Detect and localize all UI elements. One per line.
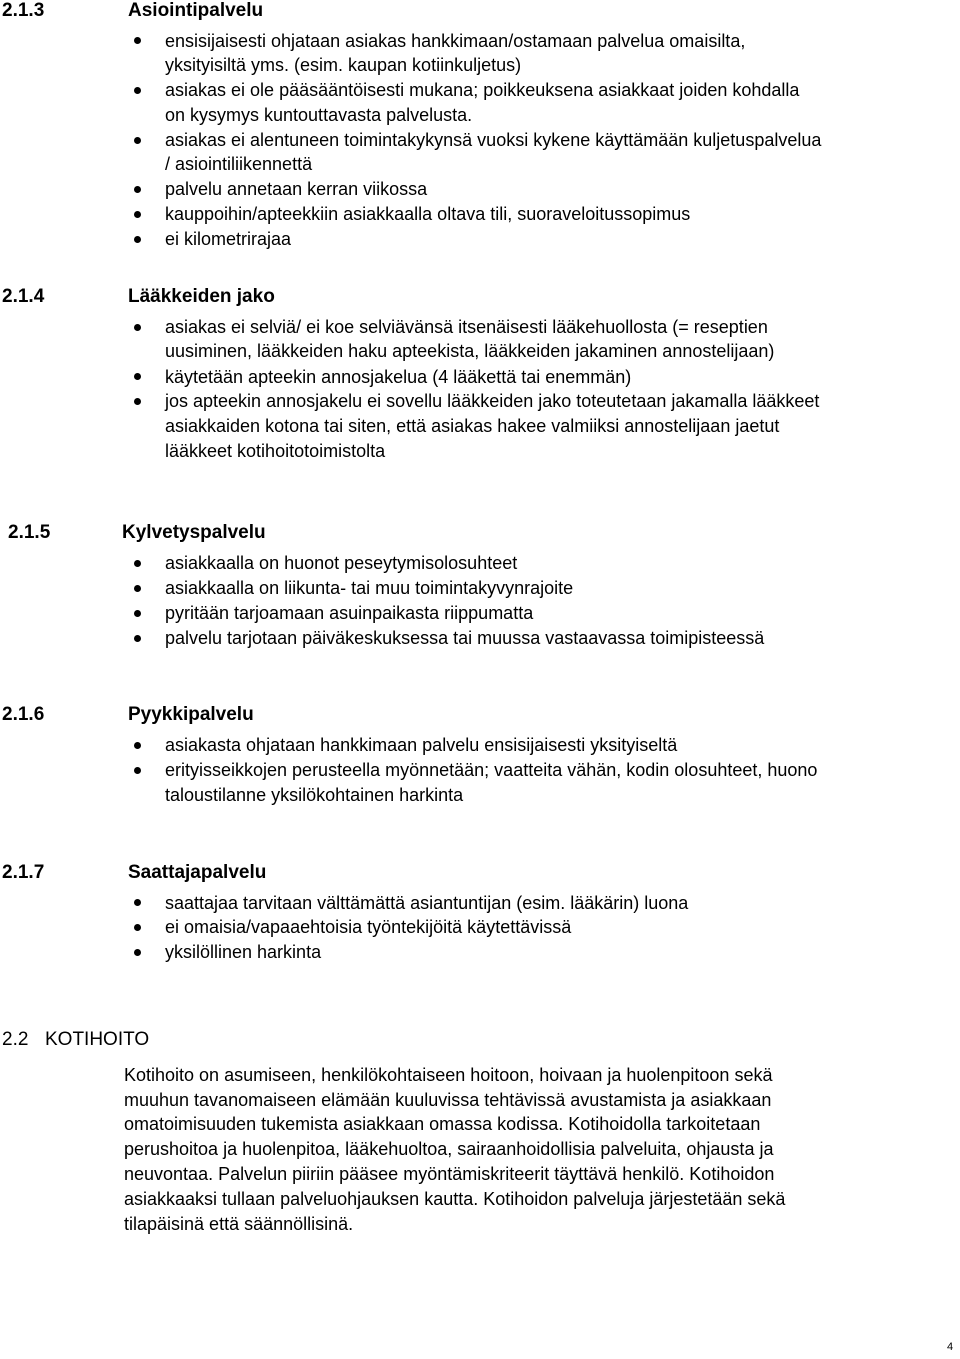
paragraph-line: tilapäisinä että säännöllisinä.: [124, 1214, 354, 1234]
section-number: 2.1.6: [2, 704, 45, 725]
bullet-icon: [134, 236, 141, 243]
list-item-line: asiakkaiden kotona tai siten, että asiakas hakee valmiiksi annostelijaan jaetut: [165, 416, 780, 436]
section-title: Pyykkipalvelu: [128, 704, 254, 725]
list-item-line: käytetään apteekin annosjakelua (4 lääkettä tai enemmän): [165, 367, 632, 387]
bullet-icon: [134, 37, 141, 44]
bullet-icon: [134, 949, 141, 956]
bullet-icon: [134, 211, 141, 218]
list-item-line: taloustilanne yksilökohtainen harkinta: [165, 785, 464, 805]
section-number: 2.1.5: [8, 522, 51, 543]
list-item-line: asiakas ei ole pääsääntöisesti mukana; poikkeuksena asiakkaat joiden kohdalla: [165, 80, 800, 100]
list-item-line: on kysymys kuntouttavasta palvelusta.: [165, 105, 473, 125]
list-item-line: uusiminen, lääkkeiden haku apteekista, lääkkeiden jakaminen annostelijaan): [165, 341, 775, 361]
bullet-icon: [134, 186, 141, 193]
section-title: Saattajapalvelu: [128, 862, 267, 883]
paragraph-line: neuvontaa. Palvelun piiriin pääsee myöntämiskriteerit täyttävä henkilö. Kotihoidon: [124, 1164, 775, 1184]
paragraph-line: asiakkaaksi tullaan palveluohjauksen kautta. Kotihoidon palveluja järjestetään sekä: [124, 1189, 786, 1209]
list-item-line: asiakkaalla on huonot peseytymisolosuhteet: [165, 553, 518, 573]
bullet-icon: [134, 924, 141, 931]
list-item-line: kauppoihin/apteekkiin asiakkaalla oltava tili, suoraveloitussopimus: [165, 204, 691, 224]
list-item-line: ei kilometrirajaa: [165, 229, 292, 249]
paragraph-line: perushoitoa ja huolenpitoa, lääkehuoltoa, sairaanhoidollisia palveluita, ohjausta ja: [124, 1139, 774, 1159]
section-title: Asiointipalvelu: [128, 0, 264, 21]
list-item-line: pyritään tarjoamaan asuinpaikasta riippumatta: [165, 603, 534, 623]
list-item-line: saattajaa tarvitaan välttämättä asiantuntijan (esim. lääkärin) luona: [165, 893, 689, 913]
bullet-icon: [134, 635, 141, 642]
list-item-line: jos apteekin annosjakelu ei sovellu lääkkeiden jako toteutetaan jakamalla lääkkeet: [165, 391, 820, 411]
bullet-icon: [134, 324, 141, 331]
list-item-line: erityisseikkojen perusteella myönnetään; vaatteita vähän, kodin olosuhteet, huono: [165, 760, 818, 780]
list-item-line: asiakasta ohjataan hankkimaan palvelu ensisijaisesti yksityiseltä: [165, 735, 678, 755]
section-title: KOTIHOITO: [45, 1029, 150, 1050]
list-item-line: yksityisiltä yms. (esim. kaupan kotiinkuljetus): [165, 55, 522, 75]
bullet-icon: [134, 373, 141, 380]
bullet-icon: [134, 137, 141, 144]
list-item-line: asiakkaalla on liikunta- tai muu toimintakyvynrajoite: [165, 578, 574, 598]
bullet-icon: [134, 610, 141, 617]
paragraph-line: muuhun tavanomaiseen elämään kuuluvissa tehtävissä avustamista ja asiakkaan: [124, 1090, 772, 1110]
bullet-icon: [134, 742, 141, 749]
bullet-icon: [134, 398, 141, 405]
list-item-line: asiakas ei selviä/ ei koe selviävänsä itsenäisesti lääkehuollosta (= reseptien: [165, 317, 768, 337]
paragraph-line: omatoimisuuden tukemista asiakkaan omassa kodissa. Kotihoidolla tarkoitetaan: [124, 1114, 761, 1134]
section-title: Kylvetyspalvelu: [122, 522, 266, 543]
section-number: 2.1.7: [2, 862, 45, 883]
bullet-icon: [134, 560, 141, 567]
list-item-line: ei omaisia/vapaaehtoisia työntekijöitä käytettävissä: [165, 917, 572, 937]
list-item-line: palvelu tarjotaan päiväkeskuksessa tai muussa vastaavassa toimipisteessä: [165, 628, 765, 648]
list-item-line: yksilöllinen harkinta: [165, 942, 322, 962]
bullet-icon: [134, 899, 141, 906]
paragraph-line: Kotihoito on asumiseen, henkilökohtaiseen hoitoon, hoivaan ja huolenpitoon sekä: [124, 1065, 773, 1085]
section-title: Lääkkeiden jako: [128, 286, 275, 307]
list-item-line: palvelu annetaan kerran viikossa: [165, 179, 428, 199]
list-item-line: asiakas ei alentuneen toimintakykynsä vuoksi kykene käyttämään kuljetuspalvelua: [165, 130, 822, 150]
bullet-icon: [134, 585, 141, 592]
section-number: 2.1.3: [2, 0, 45, 21]
section-number: 2.2: [2, 1029, 29, 1050]
list-item-line: lääkkeet kotihoitotoimistolta: [165, 441, 386, 461]
bullet-icon: [134, 87, 141, 94]
section-number: 2.1.4: [2, 286, 45, 307]
list-item-line: ensisijaisesti ohjataan asiakas hankkimaan/ostamaan palvelua omaisilta,: [165, 31, 746, 51]
page-number: 4: [947, 1341, 954, 1353]
bullet-icon: [134, 767, 141, 774]
list-item-line: / asiointiliikennettä: [165, 154, 313, 174]
